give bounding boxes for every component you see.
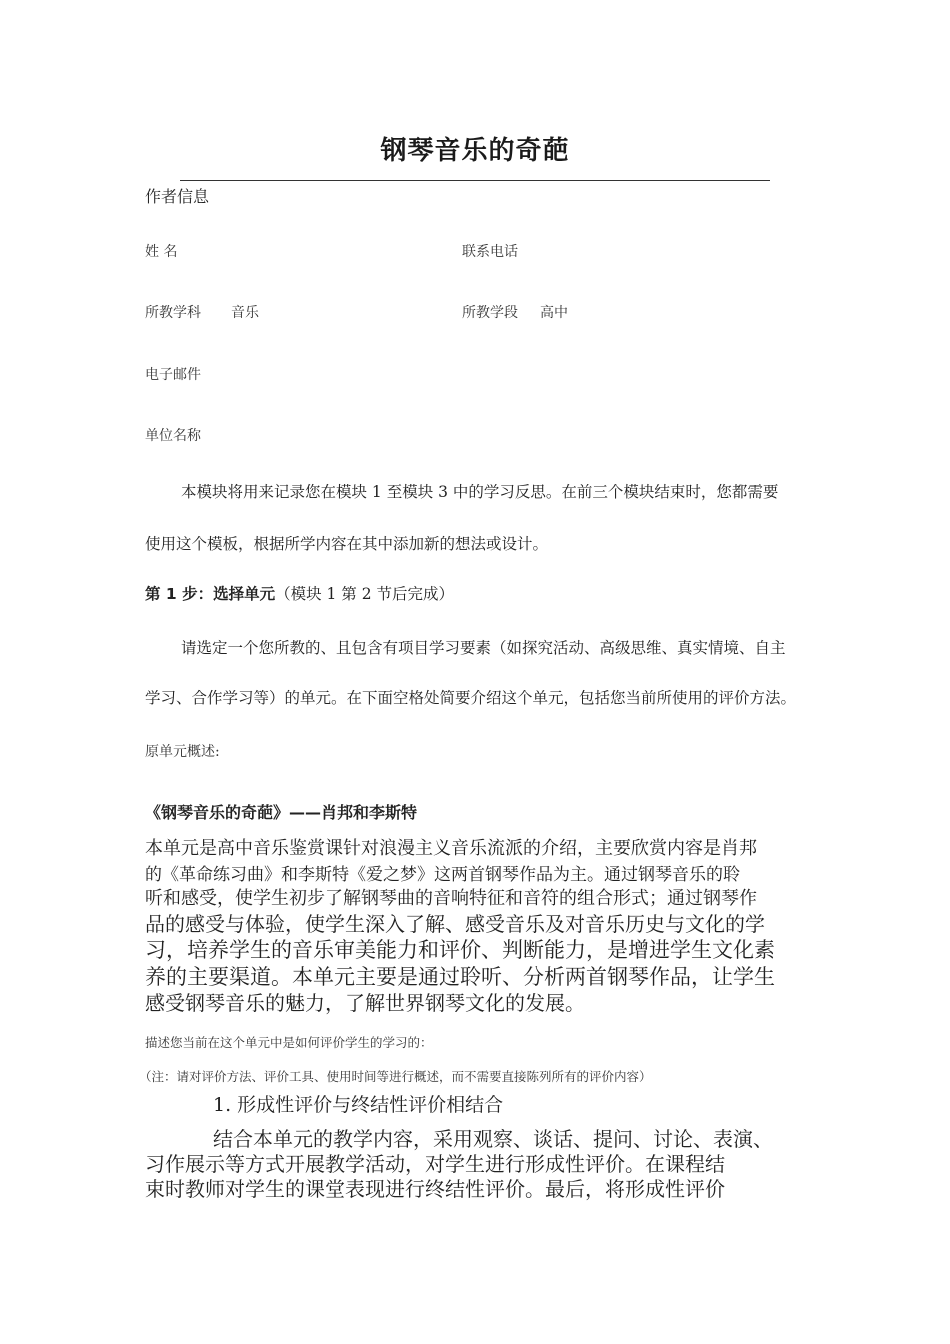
email-label: 电子邮件 xyxy=(145,367,201,383)
unit-desc-line-4: 品的感受与体验，使学生深入了解、感受音乐及对音乐历史与文化的学 xyxy=(145,912,765,936)
step1-bold: 第 1 步：选择单元 xyxy=(145,585,276,603)
title-underline xyxy=(180,180,770,181)
stage-value: 高中 xyxy=(540,305,568,321)
org-label: 单位名称 xyxy=(145,428,201,444)
name-label: 姓 名 xyxy=(145,244,178,260)
unit-desc-line-5: 习，培养学生的音乐审美能力和评价、判断能力，是增进学生文化素 xyxy=(145,938,775,962)
step1-rest: （模块 1 第 2 节后完成） xyxy=(275,585,455,603)
unit-desc-line-1: 本单元是高中音乐鉴赏课针对浪漫主义音乐流派的介绍，主要欣赏内容是肖邦 xyxy=(145,838,757,859)
intro-line-1: 本模块将用来记录您在模块 1 至模块 3 中的学习反思。在前三个模块结束时，您都需要 xyxy=(181,483,779,501)
assess-item-1: 1. 形成性评价与终结性评价相结合 xyxy=(213,1094,504,1116)
step1-desc-line-2: 学习、合作学习等）的单元。在下面空格处简要介绍这个单元，包括您当前所使用的评价方法。 xyxy=(145,689,797,707)
unit-desc-line-6: 养的主要渠道。本单元主要是通过聆听、分析两首钢琴作品，让学生 xyxy=(145,965,775,989)
subject-row xyxy=(145,302,259,322)
assess-desc-line-1: 结合本单元的教学内容，采用观察、谈话、提问、讨论、表演、 xyxy=(213,1127,773,1151)
stage-label: 所教学段 xyxy=(462,305,518,321)
unit-desc-line-3: 听和感受，使学生初步了解钢琴曲的音响特征和音符的组合形式；通过钢琴作 xyxy=(145,888,757,909)
intro-line-2: 使用这个模板，根据所学内容在其中添加新的想法或设计。 xyxy=(145,535,549,553)
unit-desc-line-2: 的《革命练习曲》和李斯特《爱之梦》这两首钢琴作品为主。通过钢琴音乐的聆 xyxy=(145,865,740,885)
unit-title: 《钢琴音乐的奇葩》——肖邦和李斯特 xyxy=(145,803,418,822)
stage-row xyxy=(462,302,568,322)
document-title: 钢琴音乐的奇葩 xyxy=(380,136,570,166)
assess-note: （注：请对评价方法、评价工具、使用时间等进行概述，而不需要直接陈列所有的评价内容） xyxy=(139,1069,652,1084)
step1-desc-line-1: 请选定一个您所教的、且包含有项目学习要素（如探究活动、高级思维、真实情境、自主 xyxy=(181,639,786,657)
unit-desc-line-7: 感受钢琴音乐的魅力，了解世界钢琴文化的发展。 xyxy=(145,991,585,1015)
step1-heading xyxy=(145,582,454,604)
assess-label: 描述您当前在这个单元中是如何评价学生的学习的： xyxy=(145,1035,433,1050)
subject-label: 所教学科 xyxy=(145,305,201,321)
author-info-heading: 作者信息 xyxy=(145,187,210,206)
overview-label: 原单元概述: xyxy=(145,744,220,760)
subject-value: 音乐 xyxy=(231,305,259,321)
assess-desc-line-2: 习作展示等方式开展教学活动，对学生进行形成性评价。在课程结 xyxy=(145,1152,725,1176)
assess-desc-line-3: 束时教师对学生的课堂表现进行终结性评价。最后，将形成性评价 xyxy=(145,1177,725,1201)
phone-label: 联系电话 xyxy=(462,244,518,260)
